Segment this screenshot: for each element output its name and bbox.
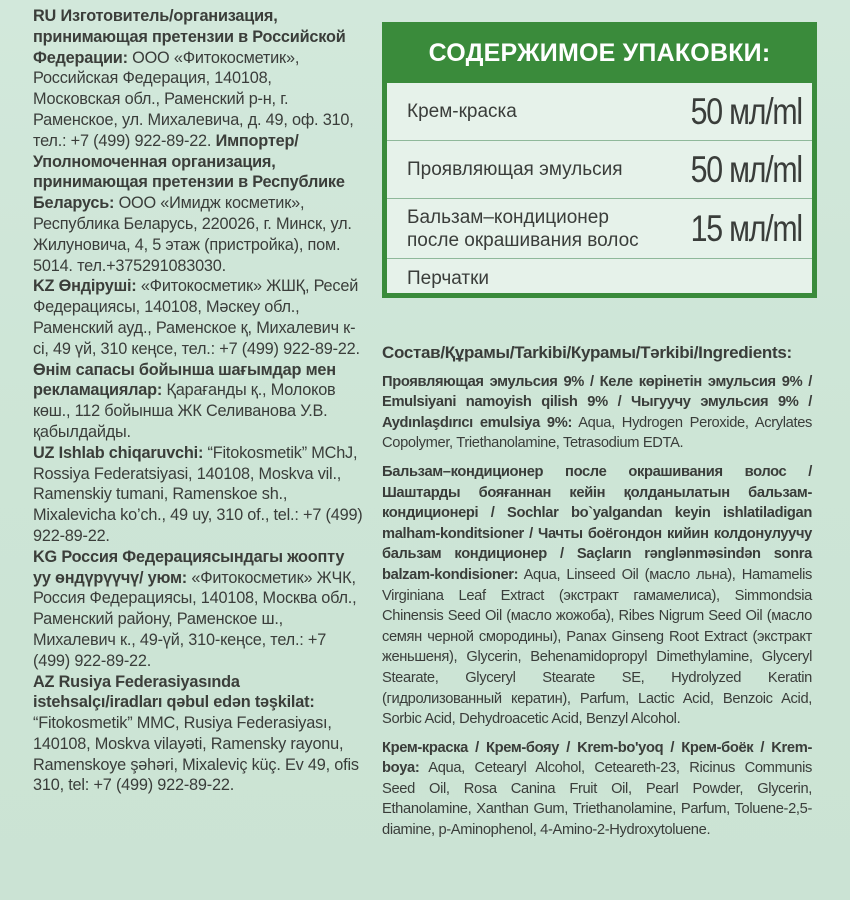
- cream-dye-heading: Крем-краска / Крем-бояу / Krem-bo'yoq / Крем-боёк / Krem-boya:: [382, 739, 812, 777]
- uz-address: “Fitokosmetik” MChJ, Rossiya Federatsiyasi, 140108, Moskva vil., Ramenskiy tumani, Ramenskoe sh., Mixalevicha ko’ch., 49 uy, 310 of., tel.: +7 (499) 922-89-22.: [33, 443, 363, 545]
- package-item-name: Проявляющая эмульсия: [407, 159, 623, 180]
- manufacturer-uz: [33, 443, 363, 547]
- package-item: [387, 83, 812, 141]
- package-item-name: Перчатки: [407, 267, 490, 289]
- manufacturer-kg: [33, 547, 363, 672]
- kg-address: «Фитокосметик» ЖЧК, Россия Федерациясы, 140108, Москва обл., Раменский району, Раменское ш., Михалевич к., 49-үй, 310-кеңсе, тел.: +7 (499) 922-89-22.: [33, 568, 357, 670]
- balm-heading: Бальзам–кондиционер после окрашивания волос / Шаштарды бояғаннан кейін қолданылатын бальзам-кондиционері / Sochlar bo`yalgandan keyin ishlatiladigan malham-konditsioner / Чачты боёгондон кийин колдонулуучу бальзам кондиционер / Saçların rənglənməsindən sonra balzam-kondisioner:: [382, 463, 812, 583]
- manufacturer-kz: [33, 276, 363, 442]
- package-item-name: Крем-краска: [407, 101, 517, 122]
- ingredients-balm: [382, 462, 812, 730]
- package-item: [387, 141, 812, 199]
- package-contents-title: СОДЕРЖИМОЕ УПАКОВКИ:: [387, 27, 812, 83]
- kz-claims-heading: Өнім сапасы бойынша шағымдар мен рекламациялар:: [33, 360, 336, 400]
- kz-heading: KZ Өндіруші:: [33, 277, 137, 296]
- package-item-name: Бальзам–кондиционер после окрашивания волос: [407, 206, 639, 251]
- ru-address: ООО «Фитокосметик», Российская Федерация, 140108, Московская обл., Раменский р-н, г. Раменское, ул. Михалевича, д. 49, оф. 310, тел.: +7 (499) 922-89-22.: [33, 48, 354, 150]
- package-item-qty: 50 мл/ml: [690, 90, 803, 132]
- ru-heading: Изготовитель/организация, принимающая претензии в Российской Федерации:: [33, 7, 346, 67]
- emulsion-heading: Проявляющая эмульсия 9% / Келе көрінетін эмульсия 9% / Emulsiyani namoyish qilish 9% / Чыгуучу эмульсия 9% / Aydınlaşdırıcı emulsiya 9%:: [382, 373, 812, 431]
- ingredients-section: [382, 343, 812, 849]
- ingredients-emulsion: [382, 372, 812, 454]
- manufacturer-info: [33, 6, 363, 796]
- package-item: [387, 199, 812, 259]
- by-address: ООО «Имидж косметик», Республика Беларусь, 220026, г. Минск, ул. Жилуновича, 4, 5 этаж (пристройка), пом. 5014. тел.+375291083030.: [33, 194, 352, 275]
- cream-dye-list: Aqua, Cetearyl Alcohol, Ceteareth-23, Ricinus Communis Seed Oil, Rosa Canina Fruit Oil, Pearl Powder, Glycerin, Ethanolamine, Xanthan Gum, Triethanolamine, Parfum, Toluene-2,5-diamine, p-Aminophenol, 4-Amino-2-Hydroxytoluene.: [382, 760, 812, 839]
- kz-address: «Фитокосметик» ЖШҚ, Ресей Федерациясы, 140108, Мәскеу обл., Раменский ауд., Раменское қ, Михалевич к-сі, 49 үй, 310 кеңсе, тел.: +7 (499) 922-89-22.: [33, 277, 360, 358]
- package-item: [387, 259, 812, 297]
- ru-code: RU: [33, 7, 57, 25]
- kg-heading: KG Россия Федерациясындагы жоопту уу ѳндүрүүчү/ уюм:: [33, 547, 345, 587]
- ingredients-title: Состав/Құрамы/Tarkibi/Курамы/Tərkibi/Ingredients:: [382, 343, 792, 362]
- by-heading: Импортер/ Уполномоченная организация, принимающая претензии в Республике Беларусь:: [33, 131, 345, 213]
- manufacturer-az: [33, 672, 363, 797]
- package-item-qty: 50 мл/ml: [690, 148, 803, 190]
- kz-claims-address: Қарағанды қ., Молоков көш., 112 бойынша ЖК Селиванова У.В. қабылдайды.: [33, 381, 336, 441]
- ingredients-cream-dye: [382, 738, 812, 841]
- package-item-qty: 15 мл/ml: [690, 207, 803, 249]
- az-address: “Fitokosmetik” MMC, Rusiya Federasiyası, 140108, Moskva vilayəti, Ramensky rayonu, Ramenskoye şəhəri, Mixaleviç küç. Ev 49, ofis 310, tel: +7 (499) 922-89-22.: [33, 714, 359, 795]
- balm-list: Aqua, Linseed Oil (масло льна), Hamamelis Virginiana Leaf Extract (экстракт гамамелиса), Simmondsia Chinensis Seed Oil (масло жожоба), Ribes Nigrum Seed Oil (масло семян черной смородины), Panax Ginseng Root Extract (экстракт женьшеня), Glycerin, Behenamidopropyl Dimethylamine, Glyceryl Stearate, Glyceryl Stearate SE, Hydrolyzed Keratin (гидролизованный кератин), Parfum, Lactic Acid, Benzoic Acid, Sorbic Acid, Dehydroacetic Acid, Benzyl Alcohol.: [382, 566, 813, 728]
- az-heading: AZ Rusiya Federasiyasında istehsalçı/iradları qəbul edən təşkilat:: [33, 672, 315, 712]
- uz-heading: UZ Ishlab chiqaruvchi:: [33, 443, 204, 462]
- emulsion-list: Aqua, Hydrogen Peroxide, Acrylates Copolymer, Triethanolamine, Tetrasodium EDTA.: [382, 414, 813, 452]
- package-contents-box: [382, 22, 817, 298]
- manufacturer-ru: [33, 6, 363, 276]
